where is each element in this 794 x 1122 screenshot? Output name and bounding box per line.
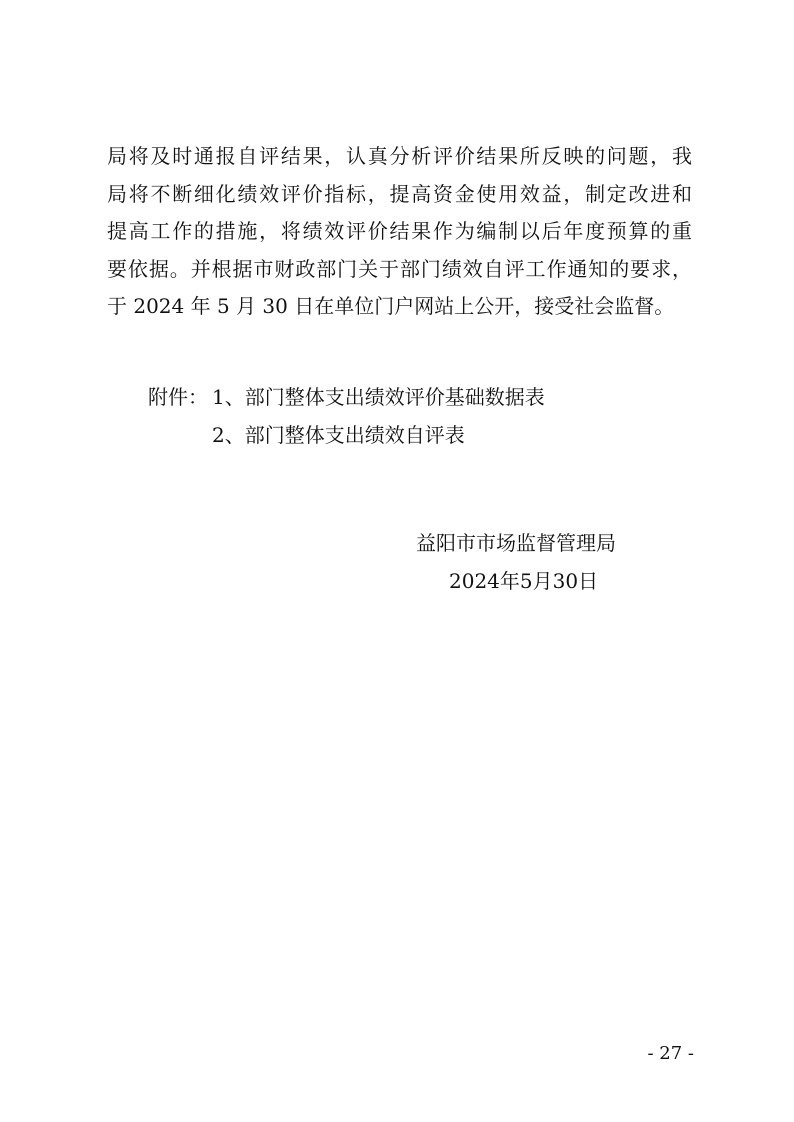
body-line: 局将及时通报自评结果，认真分析评价结果所反映的问题，我 xyxy=(107,144,692,168)
attachment-item: 2、部门整体支出绩效自评表 xyxy=(212,423,465,447)
attachments-label: 附件： xyxy=(148,385,208,409)
signature-block xyxy=(416,524,616,600)
body-line: 局将不断细化绩效评价指标，提高资金使用效益，制定改进和 xyxy=(107,181,692,206)
attachment-row xyxy=(148,416,545,454)
signature-date: 2024年5月30日 xyxy=(449,569,599,593)
signature-organization: 益阳市市场监督管理局 xyxy=(416,531,616,555)
body-line: 于 2024 年 5 月 30 日在单位门户网站上公开，接受社会监督。 xyxy=(107,294,675,318)
attachment-item: 1、部门整体支出绩效评价基础数据表 xyxy=(212,385,545,409)
body-paragraph xyxy=(107,138,692,326)
attachments-block xyxy=(148,378,545,454)
body-line: 提高工作的措施，将绩效评价结果作为编制以后年度预算的重 xyxy=(107,219,692,243)
page-number: - 27 - xyxy=(647,1043,694,1064)
attachment-row xyxy=(148,378,545,416)
body-line: 要依据。并根据市财政部门关于部门绩效自评工作通知的要求， xyxy=(107,256,692,281)
